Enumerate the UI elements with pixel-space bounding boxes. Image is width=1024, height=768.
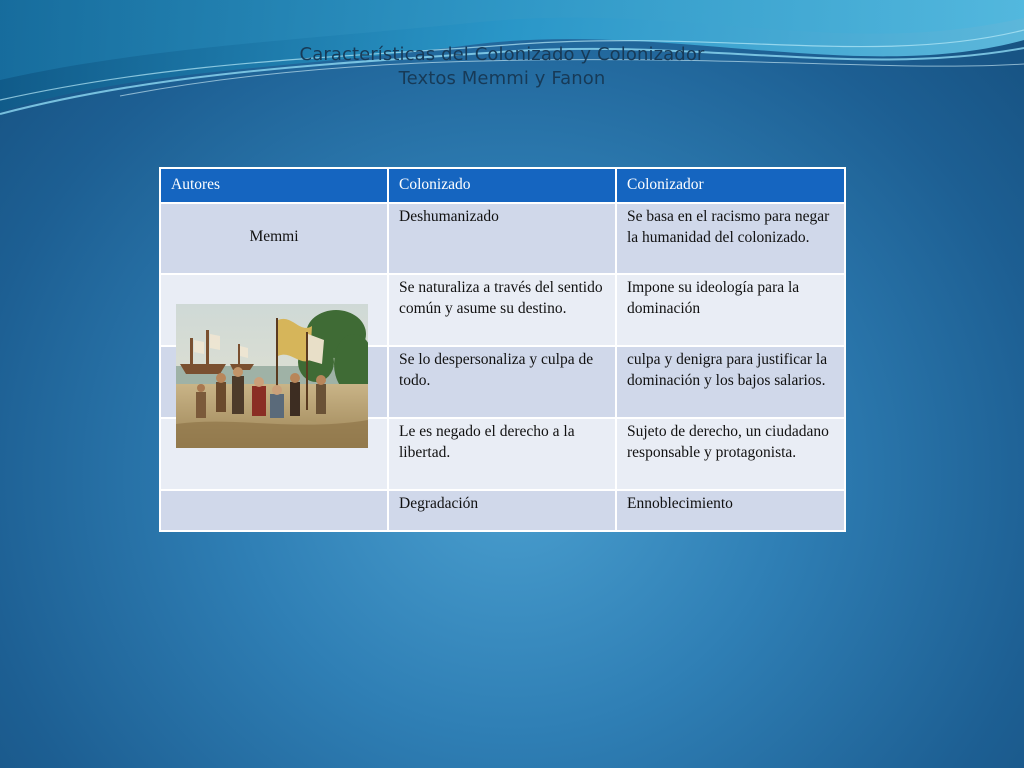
header-colonizador: Colonizador [616,168,845,203]
colonizador-cell: Impone su ideología para la dominación [616,274,845,346]
colonizado-cell: Se naturaliza a través del sentido común y asume su destino. [388,274,616,346]
header-autores: Autores [160,168,388,203]
title-line-2: Textos Memmi y Fanon [398,68,606,89]
slide-title [0,43,1004,91]
colonizado-cell: Deshumanizado [388,203,616,274]
title-line-1: Características del Colonizado y Colonizador [299,44,705,65]
author-cell [160,490,388,531]
header-colonizado: Colonizado [388,168,616,203]
landing-painting-image [176,304,368,448]
table-header-row [160,168,845,203]
colonizador-cell: culpa y denigra para justificar la dominación y los bajos salarios. [616,346,845,418]
colonizador-cell: Se basa en el racismo para negar la humanidad del colonizado. [616,203,845,274]
table-row [160,490,845,531]
table-row [160,203,845,274]
colonizador-cell: Ennoblecimiento [616,490,845,531]
colonizado-cell: Se lo despersonaliza y culpa de todo. [388,346,616,418]
colonizado-cell: Le es negado el derecho a la libertad. [388,418,616,490]
author-cell: Memmi [160,203,388,274]
colonizador-cell: Sujeto de derecho, un ciudadano responsable y protagonista. [616,418,845,490]
colonizado-cell: Degradación [388,490,616,531]
